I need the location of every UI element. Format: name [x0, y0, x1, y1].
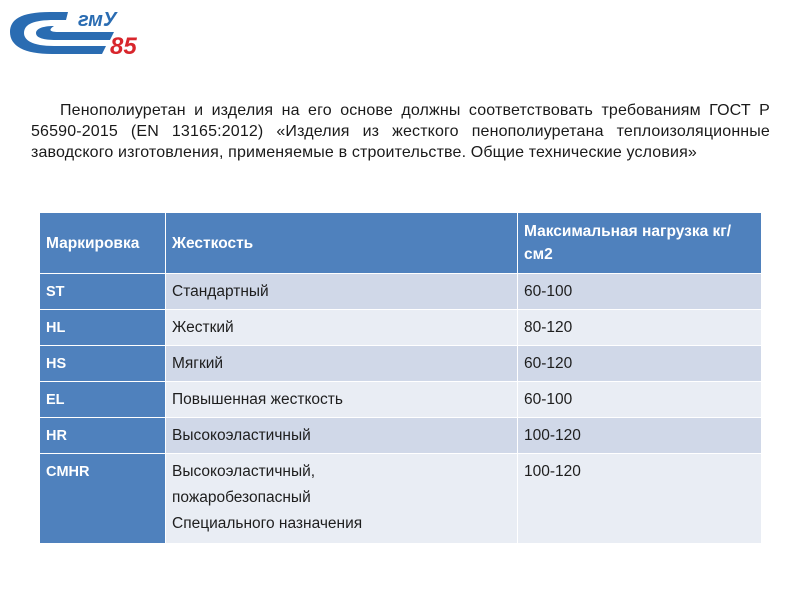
table-header-row — [40, 213, 762, 274]
table-row — [40, 310, 762, 346]
header-marking: Маркировка — [40, 213, 166, 274]
row-mark: ST — [40, 274, 166, 310]
row-load: 80-120 — [518, 310, 762, 346]
row-mark: HS — [40, 346, 166, 382]
row-stiffness-line: Высокоэластичный, — [172, 463, 316, 480]
table-row — [40, 382, 762, 418]
row-stiffness: Повышенная жесткость — [166, 382, 518, 418]
row-mark: CMHR — [40, 454, 166, 544]
row-stiffness-line: Специального назначения — [172, 515, 363, 532]
row-load: 60-100 — [518, 382, 762, 418]
foam-marking-table — [39, 212, 762, 544]
table-row — [40, 274, 762, 310]
row-mark: HL — [40, 310, 166, 346]
logo-text-top: гмУ — [78, 9, 117, 31]
intro-paragraph: Пенополиуретан и изделия на его основе должны соответствовать требованиям ГОСТ Р 56590-2015 (EN 13165:2012) «Изделия из жесткого пенополиуретана теплоизоляционные заводского изготовления, применяемые в строительстве. Общие технические условия» — [31, 102, 770, 161]
row-stiffness-line: пожаробезопасный — [172, 489, 311, 506]
table-row — [40, 418, 762, 454]
row-load: 60-100 — [518, 274, 762, 310]
row-stiffness: Мягкий — [166, 346, 518, 382]
row-mark: HR — [40, 418, 166, 454]
company-logo — [6, 4, 154, 60]
row-stiffness: Высокоэластичный — [166, 418, 518, 454]
row-stiffness — [166, 454, 518, 544]
logo-text-bottom: 85 — [110, 33, 137, 60]
row-stiffness: Стандартный — [166, 274, 518, 310]
row-load: 100-120 — [518, 454, 762, 544]
header-stiffness: Жесткость — [166, 213, 518, 274]
header-max-load: Максимальная нагрузка кг/см2 — [518, 213, 762, 274]
row-load: 60-120 — [518, 346, 762, 382]
row-load: 100-120 — [518, 418, 762, 454]
row-stiffness: Жесткий — [166, 310, 518, 346]
row-mark: EL — [40, 382, 166, 418]
table-row — [40, 454, 762, 544]
table-row — [40, 346, 762, 382]
